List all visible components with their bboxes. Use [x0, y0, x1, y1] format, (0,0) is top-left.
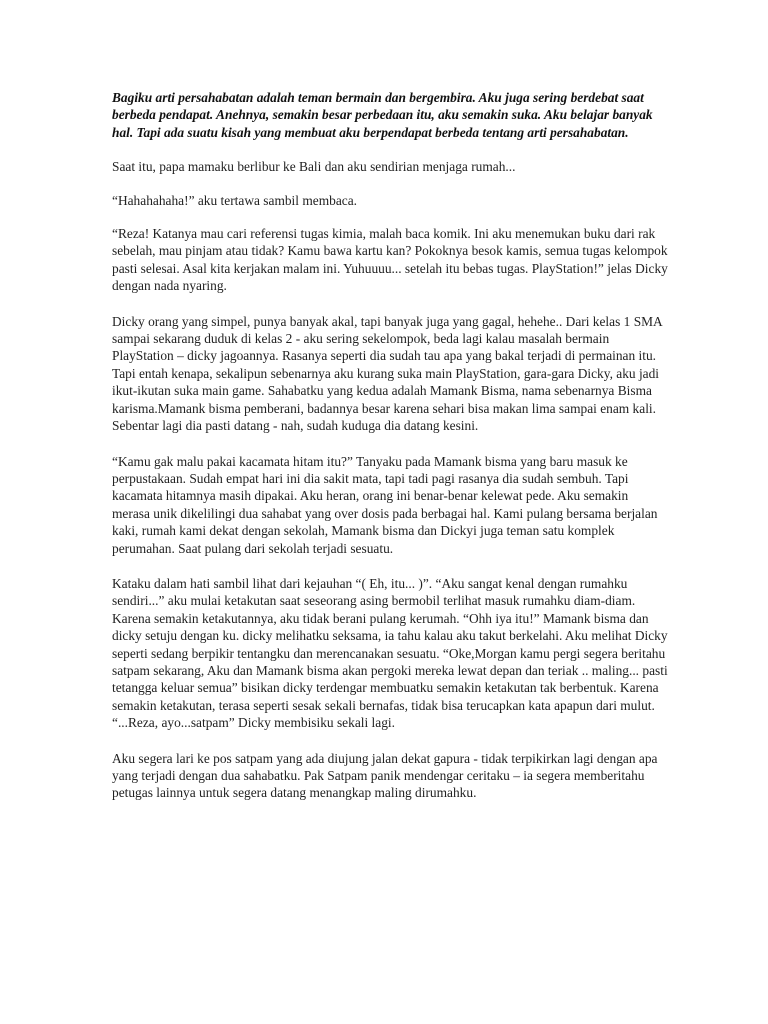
intro-paragraph: Bagiku arti persahabatan adalah teman bermain dan bergembira. Aku juga sering berdebat saat berbeda pendapat. Anehnya, semakin besar perbedaan itu, aku semakin suka. Aku belajar banyak hal. Tapi ada suatu kisah yang membuat aku berpendapat berbeda tentang arti persahabatan. [112, 90, 653, 140]
story-paragraph-5: “Kamu gak malu pakai kacamata hitam itu?” Tanyaku pada Mamank bisma yang baru masuk ke perpustakaan. Sudah empat hari ini dia sakit mata, tapi tadi pagi rasanya dia sudah sembuh. Tapi kacamata hitamnya masih dipakai. Aku heran, orang ini benar-benar kelewat pede. Aku semakin merasa unik dikelilingi dua sahabat yang over dosis pada berbagai hal. Kami pulang bersama berjalan kaki, rumah kami dekat dengan sekolah, Mamank bisma dan Dickyi juga teman satu komplek perumahan. Saat pulang dari sekolah terjadi sesuatu. [112, 453, 658, 556]
story-paragraph-3: “Reza! Katanya mau cari referensi tugas kimia, malah baca komik. Ini aku menemukan buku dari rak sebelah, mau pinjam atau tidak? Kamu bawa kartu kan? Pokoknya besok kamis, semua tugas kelompok pasti selesai. Asal kita kerjakan malam ini. Yuhuuuu... setelah itu bebas tugas. PlayStation!” jelas Dicky dengan nada nyaring. [112, 226, 668, 294]
story-paragraph-1: Saat itu, papa mamaku berlibur ke Bali dan aku sendirian menjaga rumah... [112, 159, 516, 175]
story-paragraph-2: “Hahahahaha!” aku tertawa sambil membaca. [112, 192, 357, 208]
story-paragraph-7: Aku segera lari ke pos satpam yang ada diujung jalan dekat gapura - tidak terpikirkan lagi dengan apa yang terjadi dengan dua sahabatku. Pak Satpam panik mendengar ceritaku – ia segera memberitahu petugas lainnya untuk segera datang menangkap maling dirumahku. [112, 750, 658, 801]
story-paragraph-4: Dicky orang yang simpel, punya banyak akal, tapi banyak juga yang gagal, hehehe.. Dari kelas 1 SMA sampai sekarang duduk di kelas 2 - aku sering sekelompok, beda lagi kalau masalah bermain PlayStation – dicky jagoannya. Rasanya seperti dia sudah tau apa yang bakal terjadi di permainan itu. Tapi entah kenapa, sekalipun sebenarnya aku kurang suka main PlayStation, gara-gara Dicky, aku jadi ikut-ikutan suka main game. Sahabatku yang kedua adalah Mamank Bisma, nama sebenarnya Bisma karisma.Mamank bisma pemberani, badannya besar karena sehari bisa makan lima sampai enam kali. Sebentar lagi dia pasti datang - nah, sudah kuduga dia datang kesini. [112, 313, 662, 434]
story-paragraph-6: Kataku dalam hati sambil lihat dari kejauhan “( Eh, itu... )”. “Aku sangat kenal dengan rumahku sendiri...” aku mulai ketakutan saat seseorang asing bermobil terlihat masuk rumahku diam-diam. Karena semakin ketakutannya, aku tidak berani pulang kerumah. “Ohh iya itu!” Mamank bisma dan dicky setuju dengan ku. dicky melihatku seksama, ia tahu kalau aku takut berkelahi. Aku melihat Dicky seperti sedang berpikir tentangku dan merencanakan sesuatu. “Oke,Morgan kamu pergi segera beritahu satpam sekarang, Aku dan Mamank bisma akan pergoki mereka lewat depan dan teriak .. maling... pasti tetangga keluar semua” bisikan dicky terdengar membuatku semakin ketakutan tak berbentuk. Karena semakin ketakutan, terasa seperti sesak sekali bernafas, tidak bisa terucapkan kata apapun dari mulut. “...Reza, ayo...satpam” Dicky membisiku sekali lagi. [112, 575, 668, 731]
document-page [112, 89, 668, 820]
